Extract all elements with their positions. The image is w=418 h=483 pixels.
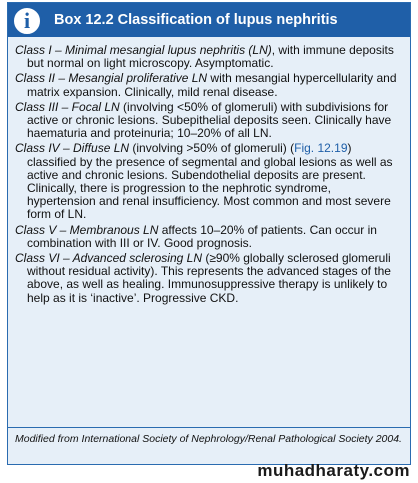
box-title: Box 12.2 Classification of lupus nephritis <box>54 12 338 28</box>
source-divider <box>8 427 410 428</box>
box-header <box>8 3 410 37</box>
class-entry-1 <box>15 44 402 70</box>
class-lead: Class III – Focal LN <box>15 99 120 114</box>
class-lead: Class II – Mesangial proliferative LN <box>15 71 208 86</box>
class-lead: Class V – Membranous LN <box>15 222 159 237</box>
class-text: , with immune deposits but normal on light microscopy. Asymptomatic. <box>27 43 394 71</box>
class-text: (involving >50% of glomeruli) ( <box>129 141 295 156</box>
watermark: muhadharaty.com <box>257 461 410 480</box>
box-content <box>15 44 402 307</box>
class-entry-2 <box>15 72 402 98</box>
info-icon: i <box>12 6 42 36</box>
class-text: (involving <50% of glomeruli) with subdivisions for active or chronic lesions. Subepithelial deposits seen. Clinically have haematuria and proteinuria; 10–20% of all LN. <box>27 99 392 141</box>
class-text: with mesangial hypercellularity and matrix expansion. Clinically, mild renal disease. <box>27 71 397 99</box>
class-text: affects 10–20% of patients. Can occur in combination with III or IV. Good prognosis. <box>27 222 377 250</box>
source-note: Modified from International Society of Nephrology/Renal Pathological Society 2004. <box>15 433 402 445</box>
class-entry-5 <box>15 224 402 250</box>
class-entry-3 <box>15 101 402 141</box>
class-text: ) classified by the presence of segmental and global lesions as well as active and chronic lesions. Subendothelial deposits are present. Clinically, there is progression to the nephrotic syndrome, hypertension and renal insufficiency. Most common and most severe form of LN. <box>27 141 393 222</box>
class-lead: Class VI – Advanced sclerosing LN <box>15 251 202 266</box>
class-lead: Class IV – Diffuse LN <box>15 141 130 156</box>
class-entry-6 <box>15 252 402 305</box>
class-entry-4 <box>15 142 402 221</box>
class-lead: Class I – Minimal mesangial lupus nephritis (LN) <box>15 43 272 57</box>
figure-link[interactable]: Fig. 12.19 <box>294 141 348 156</box>
class-text: (≥90% globally sclerosed glomeruli without residual activity). This represents the advanced stages of the above, as well as healing. Immunosuppressive therapy is unlikely to help as it is ‘inactive’. Progressive CKD. <box>27 251 391 305</box>
classification-box <box>7 2 411 465</box>
